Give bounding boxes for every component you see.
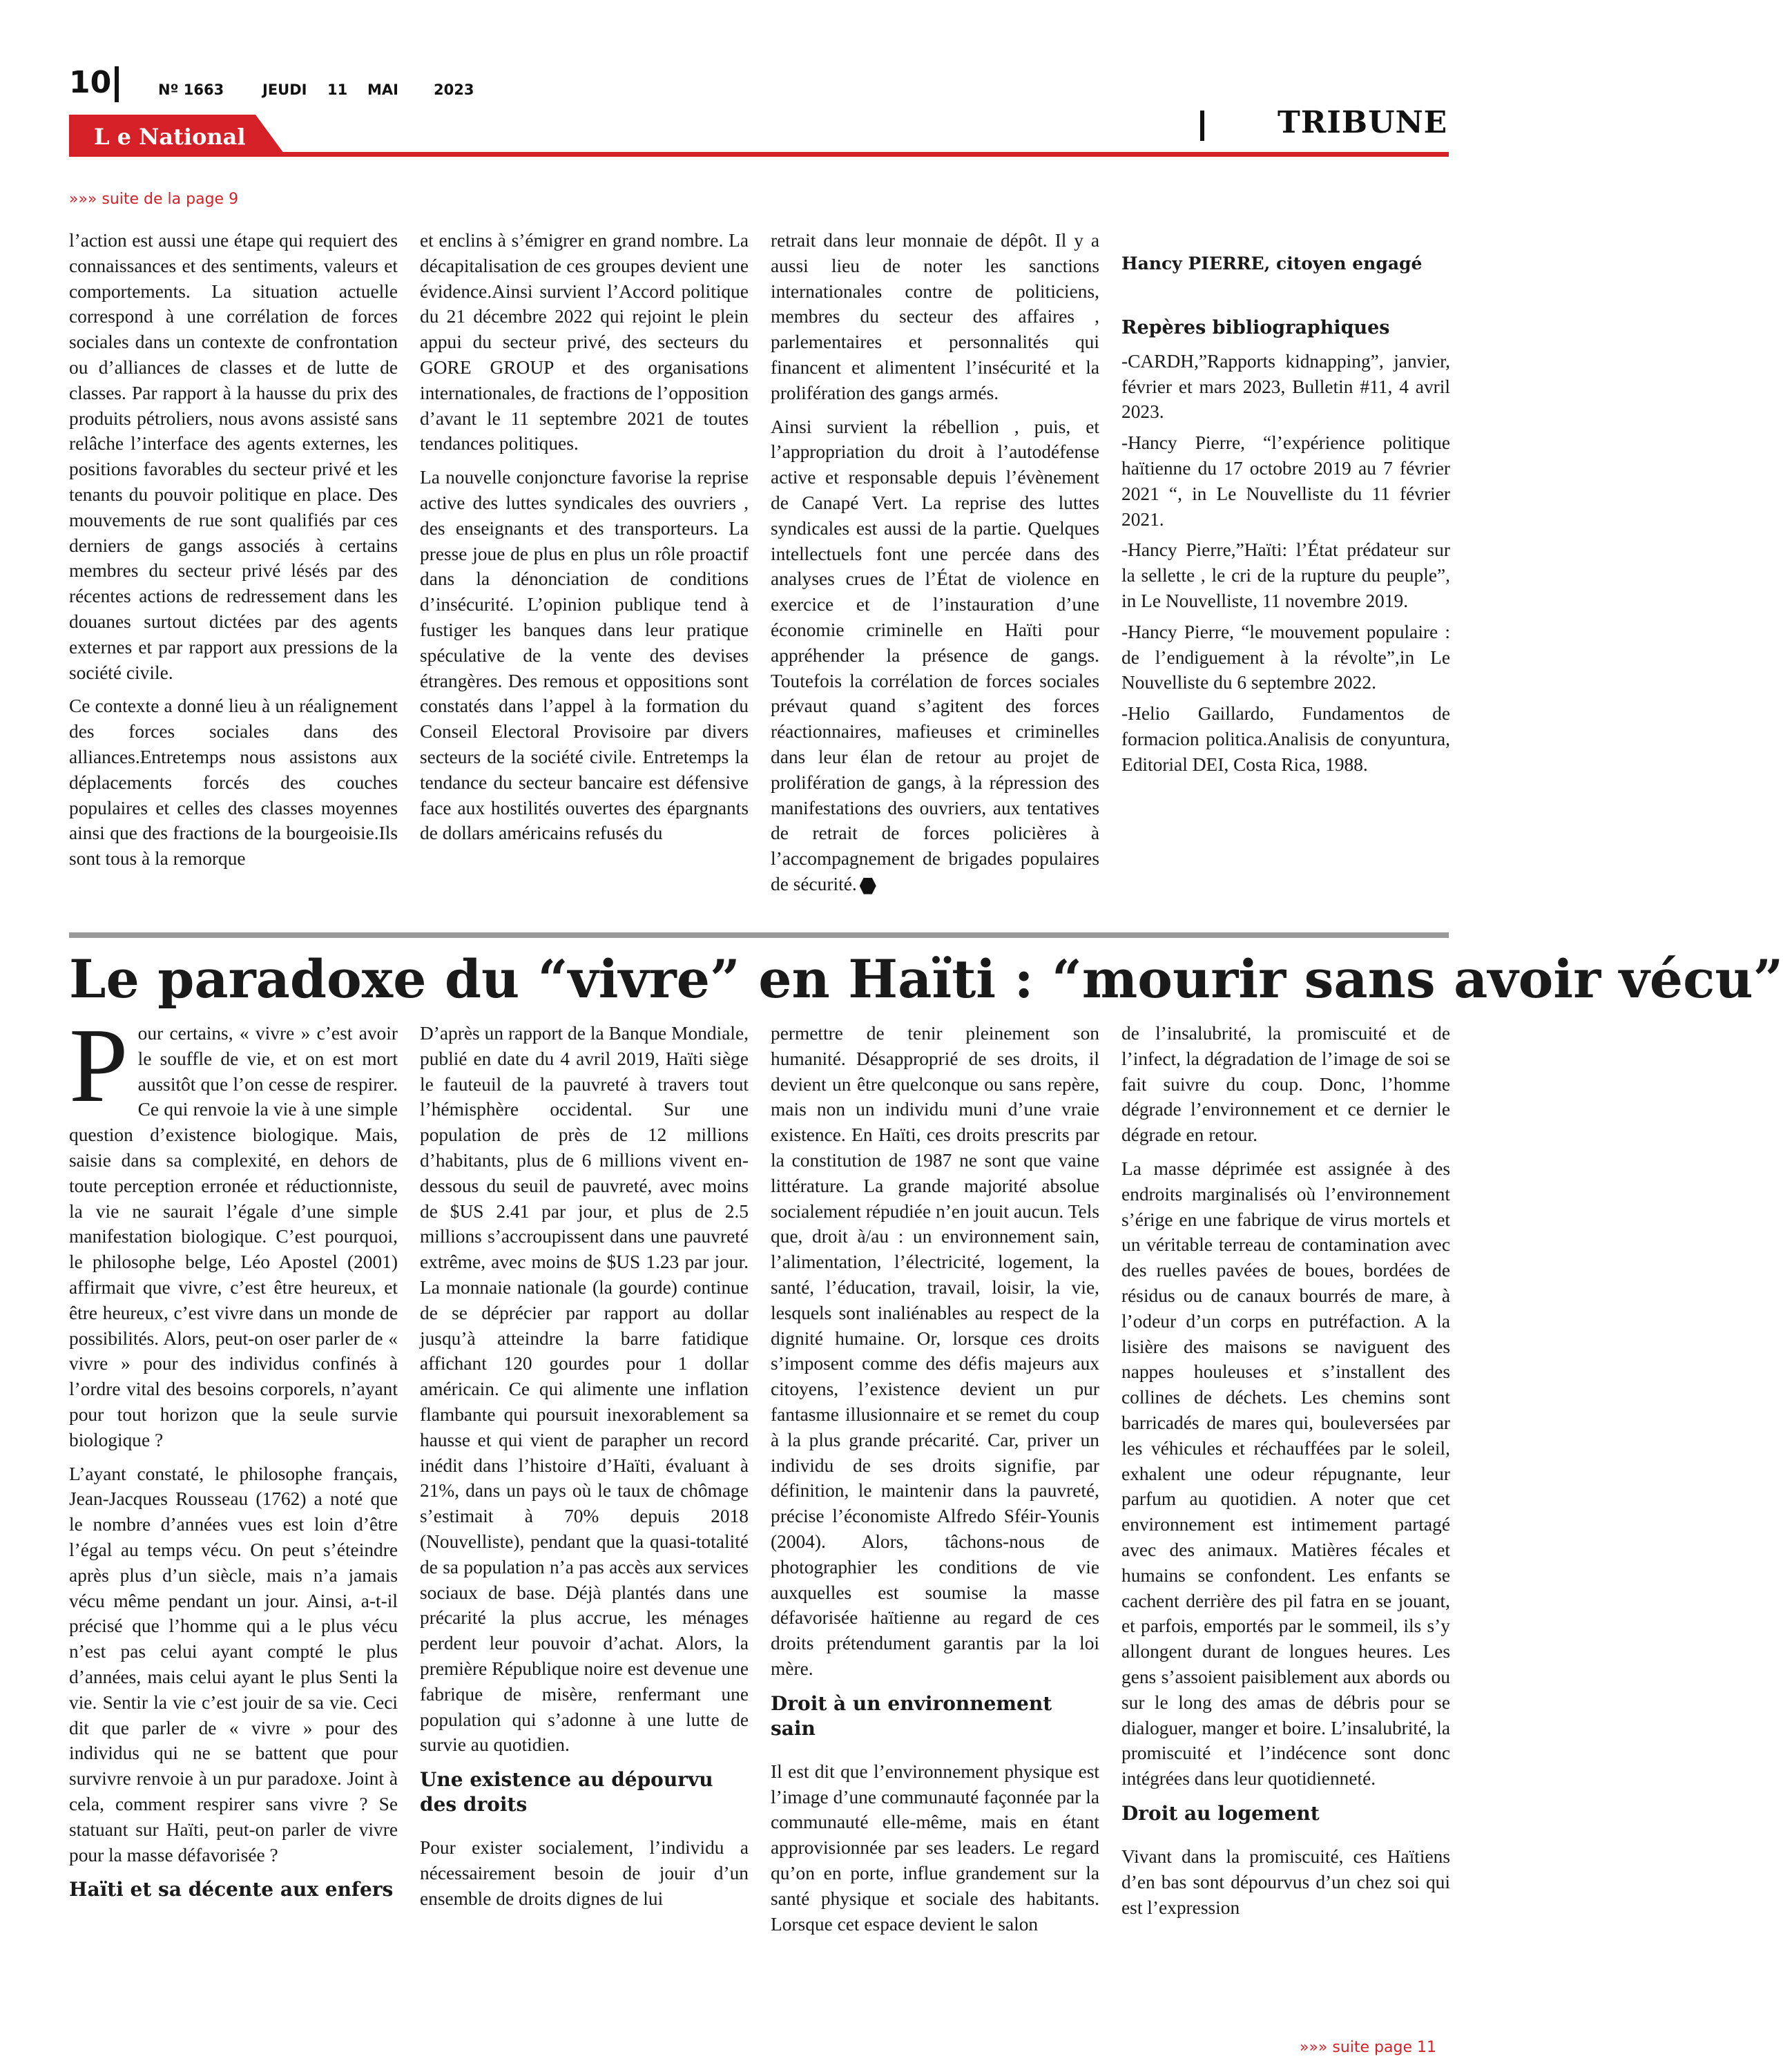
issue-month: MAI bbox=[367, 81, 398, 98]
publication-logo: L e National bbox=[94, 124, 246, 150]
main-article-column-2 bbox=[420, 1021, 749, 1920]
article-author: Hancy PIERRE, citoyen engagé bbox=[1121, 253, 1423, 274]
page-number: 10 bbox=[69, 65, 112, 100]
section-divider bbox=[1200, 111, 1204, 141]
top-article-column-3 bbox=[771, 228, 1099, 905]
reference-item: -CARDH,”Rapports kidnapping”, janvier, février et mars 2023, Bulletin #11, 4 avril 2023. bbox=[1121, 350, 1450, 423]
paragraph bbox=[69, 1007, 398, 1453]
subheading: Droit au logement bbox=[1121, 1801, 1320, 1825]
paragraph: permettre de tenir pleinement son humanité. Désapproprié de ses droits, il devient un être quelconque ou sans repère, mais non un individu muni d’une vraie existence. En Haïti, ces droits prescrits par la constitution de 1987 ne sont que vaine littérature. La grande majorité absolue socialement répudiée n’en jouit aucun. Tels que, droit à/au : un environnement sain, l’alimentation, l’électricité, logement, la santé, l’éducation, travail, loisir, la vie, lesquels sont inaliénables au respect de la dignité humaine. Or, lorsque ces droits s’imposent comme des défis majeurs aux citoyens, l’existence devient un pur fantasme illusionnaire et se remet du coup à la plus grande précarité. Car, priver un individu de ses droits signifie, par définition, le maintenir dans la pauvreté, précise l’économiste Alfredo Sféir-Younis (2004). Alors, tâchons-nous de photographier les conditions de vie auxquelles est soumise la masse défavorisée haïtienne au regard de ces droits prétendument garantis par la loi mère. bbox=[771, 1023, 1099, 1679]
paragraph bbox=[771, 414, 1099, 897]
paragraph: de l’insalubrité, la promiscuité et de l’infect, la dégradation de l’image de soi se fait suivre du coup. Donc, l’homme dégrade l’environnement et ce dernier le dégrade en retour. bbox=[1121, 1023, 1450, 1146]
paragraph: retrait dans leur monnaie de dépôt. Il y a aussi lieu de noter les sanctions internationales contre de politiciens, membres du secteur des affaires , parlementaires et personnalités qui financent et alimentent l’insécurité et la prolifération des gangs armés. bbox=[771, 230, 1099, 403]
subheading: Une existence au dépourvu des droits bbox=[420, 1768, 713, 1816]
paragraph: Ce contexte a donné lieu à un réalignement des forces sociales dans des alliances.Entretemps nous assistons aux déplacements forcés des couches populaires et celles des classes moyennes ainsi que des fractions de la bourgeoisie.Ils sont tous à la remorque bbox=[69, 696, 398, 870]
reference-item: -Hancy Pierre, “le mouvement populaire : de l’endiguement à la révolte”,in Le Nouvelliste du 6 septembre 2022. bbox=[1121, 621, 1450, 693]
reference-item: -Hancy Pierre, “l’expérience politique haïtienne du 17 octobre 2019 au 7 février 2021 “, in Le Nouvelliste du 11 février 2021. bbox=[1121, 432, 1450, 530]
header-divider bbox=[115, 66, 119, 102]
top-article-column-4 bbox=[1121, 228, 1450, 783]
article-headline: Le paradoxe du “vivre” en Haïti : “mourir sans avoir vécu” bbox=[69, 948, 1783, 1010]
main-article-column-3 bbox=[771, 1021, 1099, 1945]
paragraph: L’ayant constaté, le philosophe français, Jean-Jacques Rousseau (1762) a noté que le nombre d’années vues est loin d’être l’égal au temps vécu. On peut s’éteindre après plus d’un siècle, mais n’a jamais vécu même pendant un jour. Ainsi, a-t-il précisé que l’homme qui a le plus vécu n’est pas celui ayant compté le plus d’années, mais celui ayant le plus Senti la vie. Sentir la vie c’est jouir de sa vie. Ceci dit que parler de « vivre » pour des individus qui ne se battent que pour survivre renvoie à un pur paradoxe. Joint à cela, comment respirer sans vivre ? Se statuant sur Haïti, peut-on parler de vivre pour la masse défavorisée ? bbox=[69, 1463, 398, 1865]
reference-item: -Hancy Pierre,”Haïti: l’État prédateur sur la sellette , le cri de la rupture du peuple”, in Le Nouvelliste, 11 novembre 2019. bbox=[1121, 539, 1450, 611]
end-of-article-icon bbox=[860, 878, 876, 894]
continued-to-label: »»» suite page 11 bbox=[1300, 2039, 1436, 2056]
paragraph: Vivant dans la promiscuité, ces Haïtiens d’en bas sont dépourvus d’un chez soi qui est l’expression bbox=[1121, 1845, 1450, 1918]
paragraph: D’après un rapport de la Banque Mondiale, publié en date du 4 avril 2019, Haïti siège le fauteuil de la pauvreté à travers tout l’hémisphère occidental. Sur une population de près de 12 millions d’habitants, plus de 6 millions vivent en-dessous du seuil de pauvreté, avec moins de $US 2.41 par jour, et plus de 2.5 millions s’accroupissent dans une pauvreté extrême, avec moins de $US 1.23 par jour. La monnaie nationale (la gourde) continue de se déprécier par rapport au dollar jusqu’à atteindre la barre fatidique affichant 120 gourdes pour 1 dollar américain. Ce qui alimente une inflation flambante qui poursuit inexorablement sa hausse et qui vient de parapher un record inédit dans l’histoire d’Haïti, évaluant à 21%, dans un pays où le taux de chômage s’estimait à 70% depuis 2018 (Nouvelliste), pendant que la quasi-totalité de sa population n’a pas accès aux services sociaux de base. Déjà plantés dans une précarité la plus accrue, les ménages perdent leur pouvoir d’achat. Alors, la première République noire est devenue une fabrique de misère, renfermant une population qui s’adonne à une lutte de survie au quotidien. bbox=[420, 1023, 749, 1756]
continued-from-label: »»» suite de la page 9 bbox=[69, 191, 239, 208]
top-article-column-1 bbox=[69, 228, 398, 880]
issue-number: Nº 1663 bbox=[158, 81, 224, 98]
main-article-column-1 bbox=[69, 1007, 398, 1920]
drop-cap: P bbox=[69, 1007, 128, 1124]
paragraph: La masse déprimée est assignée à des endroits marginalisés où l’environnement s’érige en une fabrique de virus mortels et un véritable terreau de contamination avec des ruelles pavées de boues, bordées de résidus ou de canaux bourrés de mare, à l’odeur d’un corps en putréfaction. A la lisière des maisons se naviguent des nappes houleuses et s’installent des collines de déchets. Les chemins sont barricadés de mares qui, bouleversées par les véhicules et réchauffées par le soleil, exhalent une odeur répugnante, leur parfum au quotidien. A noter que cet environnement est intimement partagé avec des animaux. Matières fécales et humains se confondent. Les enfants se cachent derrière des pil fatra en se jouant, et parfois, emportés par le sommeil, ils s’y allongent durant de longues heures. Les gens s’assoient paisiblement aux abords ou sur le long des amas de débris pour se dialoguer, manger et boire. L’insalubrité, la promiscuité et l’indécence sont donc intégrées dans leur quotidienneté. bbox=[1121, 1158, 1450, 1790]
main-article-column-4 bbox=[1121, 1021, 1450, 1928]
paragraph-text: our certains, « vivre » c’est avoir le souffle de vie, et on est mort aussitôt que l’on cesse de respirer. Ce qui renvoie la vie à une simple question d’existence biologique. Mais, saisie dans sa complexité, en dehors de toute perception erronée et réductionniste, la vie ne saurait l’égale d’une simple manifestation biologique. C’est pourquoi, le philosophe belge, Léo Apostel (2001) affirmait que vivre, c’est être heureux, et être heureux, c’est vivre dans un monde de possibilités. Alors, peut-on oser parler de « vivre » pour des individus confinés à l’ordre vital des besoins corporels, n’ayant pour tout horizon que la seule survie biologique ? bbox=[69, 1023, 398, 1450]
closing-paragraph-text: Ainsi survient la rébellion , puis, et l’appropriation du droit à l’autodéfense active et responsable depuis l’évènement de Canapé Vert. La reprise des luttes syndicales est aussi de la partie. Quelques intellectuels font une percée dans des analyses crues de l’État de violence en exercice et de l’instauration d’une économie criminelle en Haïti pour appréhender la présence de gangs. Toutefois la corrélation de forces sociales prévaut quand s’agitent des forces réactionnaires, mafieuses et criminelles dans leur élan de retour au projet de prolifération de gangs, à la répression des manifestations des ouvriers, aux tentatives de retrait de forces policières à l’accompagnement de brigades populaires de sécurité. bbox=[771, 416, 1099, 894]
paragraph: Pour exister socialement, l’individu a nécessairement besoin de jouir d’un ensemble de droits dignes de lui bbox=[420, 1837, 749, 1909]
reference-item: -Helio Gaillardo, Fundamentos de formacion politica.Analisis de conyuntura, Editorial DEI, Costa Rica, 1988. bbox=[1121, 703, 1450, 775]
subheading: Droit à un environnement sain bbox=[771, 1691, 1052, 1740]
subheading: Haïti et sa décente aux enfers bbox=[69, 1878, 394, 1901]
paragraph: l’action est aussi une étape qui requiert des connaissances et des sentiments, valeurs et comportements. La situation actuelle correspond à une corrélation de forces sociales dans un contexte de confrontation ou d’alliances de classes et de lutte de classes. Par rapport à la hausse du prix des produits pétroliers, nous avons assisté sans relâche l’interface des agents externes, les positions favorables du secteur privé et les tenants du pouvoir politique en place. Des mouvements de rue sont qualifiés par ces derniers de gangs associés à certains membres du secteur privé lésés par des récentes actions de redressement dans les douanes surtout dictées par des agents externes et par rapport aux pressions de la société civile. bbox=[69, 230, 398, 683]
paragraph: La nouvelle conjoncture favorise la reprise active des luttes syndicales des ouvriers , des enseignants et des transporteurs. La presse joue de plus en plus un rôle proactif dans la dénonciation de conditions d’insécurité. L’opinion publique tend à fustiger les banques dans leur pratique spéculative de la vente des devises étrangères. Des remous et oppositions sont constatés dans l’appel à la formation du Conseil Electoral Provisoire par divers secteurs de la société civile. Entretemps la tendance du secteur bancaire est défensive face aux hostilités ouvertes des épargnants de dollars américains refusés du bbox=[420, 467, 749, 844]
top-article-column-2 bbox=[420, 228, 749, 854]
issue-weekday: JEUDI bbox=[262, 81, 307, 98]
paragraph: et enclins à s’émigrer en grand nombre. La décapitalisation de ces groupes devient une évidence.Ainsi survient l’Accord politique du 21 décembre 2022 qui rejoint le plein appui du secteur privé, des secteurs du GORE GROUP et des organisations internationales, de fractions de l’opposition d’avant le 11 septembre 2021 de toutes tendances politiques. bbox=[420, 230, 749, 454]
issue-day: 11 bbox=[327, 81, 348, 98]
header-rule bbox=[69, 152, 1449, 157]
references-heading: Repères bibliographiques bbox=[1121, 316, 1390, 338]
paragraph: Il est dit que l’environnement physique est l’image d’une communauté façonnée par la communauté elle-même, mais en étant approvisionnée par ses leaders. Le regard qu’on en porte, influe grandement sur la santé physique et sociale des habitants. Lorsque cet espace devient le salon bbox=[771, 1761, 1099, 1935]
section-title: TRIBUNE bbox=[1278, 105, 1448, 140]
issue-year: 2023 bbox=[434, 81, 474, 98]
article-separator bbox=[69, 932, 1449, 938]
